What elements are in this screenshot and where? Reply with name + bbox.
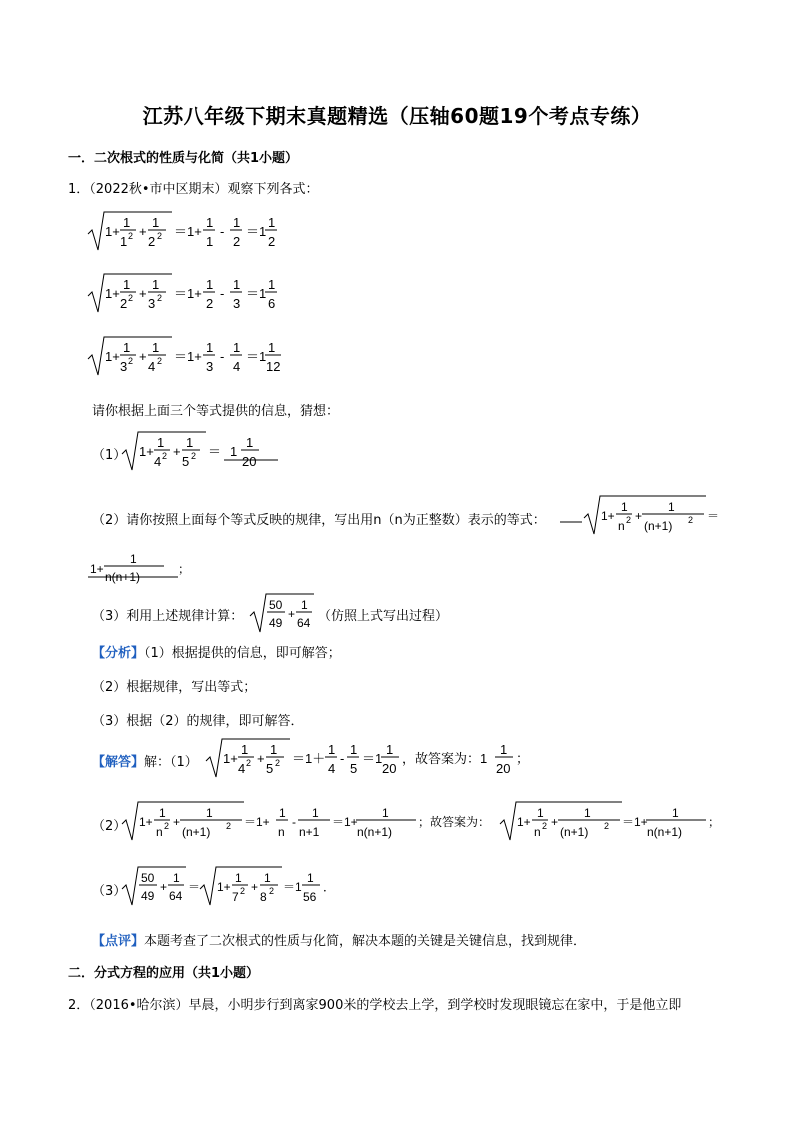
svg-text:1: 1: [159, 806, 166, 820]
svg-text:＝: ＝: [707, 509, 720, 523]
svg-text:5: 5: [182, 454, 190, 469]
svg-text:4: 4: [233, 359, 241, 374]
svg-text:1: 1: [382, 806, 389, 820]
svg-text:1: 1: [130, 552, 137, 566]
svg-text:1: 1: [233, 277, 241, 292]
svg-text:2: 2: [157, 356, 163, 366]
svg-text:1: 1: [152, 340, 160, 355]
svg-text:1: 1: [279, 806, 286, 820]
svg-text:n(n+1): n(n+1): [647, 825, 683, 839]
svg-text:50: 50: [269, 598, 283, 612]
svg-text:1: 1: [246, 435, 254, 450]
section-heading-1: 一．二次根式的性质与化简（共1小题）: [68, 151, 299, 166]
svg-text:+: +: [257, 751, 265, 766]
svg-text:3: 3: [120, 359, 128, 374]
svg-text:1: 1: [235, 871, 242, 885]
svg-text:n(n+1): n(n+1): [105, 570, 141, 584]
svg-text:+: +: [160, 880, 168, 894]
svg-text:＝1+: ＝1+: [332, 815, 358, 829]
svg-text:1: 1: [350, 742, 358, 757]
svg-text:1: 1: [268, 277, 276, 292]
svg-text:1: 1: [264, 871, 271, 885]
svg-text:2: 2: [191, 451, 197, 461]
part-2-label: （2）请你按照上面每个等式反映的规律，写出用n（n为正整数）表示的等式：: [92, 513, 546, 528]
svg-text:(n+1): (n+1): [644, 519, 673, 533]
svg-text:1: 1: [173, 871, 180, 885]
svg-text:1: 1: [206, 215, 214, 230]
svg-text:＝: ＝: [188, 880, 201, 894]
svg-text:2: 2: [157, 231, 163, 241]
svg-text:n: n: [278, 825, 285, 839]
question-1-intro: 1．（2022秋•市中区期末）观察下列各式：: [68, 182, 319, 197]
svg-text:2: 2: [148, 234, 156, 249]
svg-text:；故答案为：: ；故答案为：: [418, 815, 491, 829]
svg-text:＝1+: ＝1+: [622, 815, 648, 829]
svg-text:2: 2: [128, 231, 134, 241]
svg-text:2: 2: [226, 821, 232, 831]
svg-text:1: 1: [584, 806, 591, 820]
svg-text:＝1: ＝1: [246, 286, 267, 301]
svg-text:56: 56: [303, 890, 317, 904]
svg-text:1: 1: [152, 277, 160, 292]
svg-text:．: ．: [323, 880, 336, 894]
svg-text:+: +: [173, 444, 181, 459]
svg-text:3: 3: [233, 296, 241, 311]
svg-text:1: 1: [386, 742, 394, 757]
svg-text:1+: 1+: [105, 224, 120, 239]
svg-text:＝1+: ＝1+: [174, 224, 202, 239]
svg-text:1: 1: [500, 742, 508, 757]
svg-text:2: 2: [626, 515, 632, 525]
svg-text:4: 4: [328, 761, 336, 776]
svg-text:1: 1: [270, 742, 278, 757]
svg-text:1+: 1+: [139, 815, 153, 829]
svg-text:1: 1: [307, 871, 314, 885]
svg-text:5: 5: [266, 761, 274, 776]
question-1-prompt: 请你根据上面三个等式提供的信息，猜想：: [92, 404, 340, 419]
answer-tag: 【解答】: [92, 755, 145, 770]
answer-intro: 解：（1）: [144, 755, 198, 770]
answer-2-expression: [120, 798, 725, 846]
svg-text:1+: 1+: [90, 562, 104, 576]
svg-text:7: 7: [232, 890, 239, 904]
svg-text:1: 1: [157, 435, 165, 450]
svg-text:+: +: [551, 815, 559, 829]
svg-text:+: +: [173, 815, 181, 829]
svg-text:50: 50: [141, 871, 155, 885]
svg-text:1+: 1+: [139, 444, 154, 459]
svg-text:＝1: ＝1: [246, 349, 267, 364]
comment-text: 本题考查了二次根式的性质与化简，解决本题的关键是关键信息，找到规律．: [144, 934, 587, 949]
svg-text:1: 1: [621, 500, 628, 514]
svg-text:2: 2: [128, 293, 134, 303]
svg-text:＝1+: ＝1+: [174, 349, 202, 364]
part-3-expression: [248, 590, 318, 636]
equation-3: [86, 333, 296, 379]
part-3-note: （仿照上式写出过程）: [318, 609, 449, 624]
analysis-line-3: （3）根据（2）的规律，即可解答．: [92, 714, 304, 729]
comment-tag: 【点评】: [92, 934, 145, 949]
svg-text:＝: ＝: [208, 444, 222, 459]
svg-text:1: 1: [233, 215, 241, 230]
svg-text:12: 12: [266, 359, 281, 374]
svg-text:1+: 1+: [517, 815, 531, 829]
equation-1: [86, 208, 286, 254]
svg-text:2: 2: [157, 293, 163, 303]
svg-text:；: ；: [178, 562, 191, 576]
svg-text:＝1: ＝1: [246, 224, 267, 239]
svg-text:2: 2: [688, 515, 694, 525]
svg-text:1: 1: [268, 215, 276, 230]
svg-text:3: 3: [206, 359, 214, 374]
svg-text:-: -: [220, 224, 225, 239]
svg-text:+: +: [139, 349, 147, 364]
svg-text:1: 1: [233, 340, 241, 355]
svg-text:2: 2: [268, 234, 276, 249]
svg-text:20: 20: [242, 454, 257, 469]
svg-text:1: 1: [152, 215, 160, 230]
svg-text:4: 4: [154, 454, 162, 469]
svg-text:1: 1: [206, 234, 214, 249]
svg-text:；: ；: [516, 751, 530, 766]
part-1-label: （1）: [92, 448, 127, 463]
svg-text:2: 2: [275, 758, 281, 768]
section-heading-2: 二．分式方程的应用（共1小题）: [68, 966, 260, 981]
svg-text:(n+1): (n+1): [560, 825, 589, 839]
svg-text:1: 1: [312, 806, 319, 820]
svg-text:n: n: [534, 825, 541, 839]
svg-text:+: +: [288, 607, 296, 621]
svg-text:64: 64: [169, 889, 183, 903]
svg-text:＝1: ＝1: [283, 880, 302, 894]
page-title: 江苏八年级下期末真题精选（压轴60题19个考点专练）: [142, 104, 652, 128]
svg-text:3: 3: [148, 296, 156, 311]
part-1-expression: [120, 428, 290, 474]
svg-text:，故答案为：1: ，故答案为：1: [402, 751, 488, 766]
svg-text:＝1＋: ＝1＋: [292, 751, 326, 766]
svg-text:1: 1: [301, 598, 308, 612]
svg-text:8: 8: [260, 890, 267, 904]
svg-text:2: 2: [269, 886, 275, 896]
svg-text:2: 2: [233, 234, 241, 249]
svg-text:＝1+: ＝1+: [244, 815, 270, 829]
svg-text:n(n+1): n(n+1): [357, 825, 393, 839]
svg-text:1: 1: [206, 277, 214, 292]
answer-1-expression: [204, 735, 534, 781]
answer-2-label: （2）: [92, 819, 127, 834]
svg-text:-: -: [292, 815, 296, 829]
svg-text:1+: 1+: [105, 349, 120, 364]
svg-text:64: 64: [297, 616, 311, 630]
svg-text:+: +: [251, 880, 259, 894]
svg-text:1: 1: [206, 340, 214, 355]
svg-text:2: 2: [164, 821, 170, 831]
svg-text:1+: 1+: [217, 880, 231, 894]
analysis-line-1: （1）根据提供的信息，即可解答；: [144, 646, 341, 661]
svg-text:n: n: [156, 825, 163, 839]
svg-text:1: 1: [672, 806, 679, 820]
svg-text:1: 1: [123, 277, 131, 292]
analysis-line-2: （2）根据规律，写出等式；: [92, 680, 257, 695]
part-3-label: （3）利用上述规律计算：: [92, 609, 244, 624]
svg-text:1: 1: [123, 340, 131, 355]
svg-text:49: 49: [141, 889, 155, 903]
svg-text:20: 20: [382, 761, 397, 776]
svg-text:＝1: ＝1: [362, 751, 383, 766]
svg-text:n+1: n+1: [299, 825, 320, 839]
svg-text:2: 2: [162, 451, 168, 461]
svg-text:6: 6: [268, 296, 276, 311]
svg-text:1: 1: [230, 444, 238, 459]
svg-text:1+: 1+: [601, 509, 615, 523]
svg-text:1: 1: [668, 500, 675, 514]
svg-text:2: 2: [246, 758, 252, 768]
svg-text:5: 5: [350, 761, 358, 776]
answer-3-expression: [120, 863, 350, 911]
equation-2: [86, 270, 286, 316]
part-2-answer-continued: [88, 548, 198, 588]
svg-text:2: 2: [120, 296, 128, 311]
svg-text:2: 2: [240, 886, 246, 896]
svg-text:1: 1: [241, 742, 249, 757]
svg-text:2: 2: [604, 821, 610, 831]
svg-text:20: 20: [496, 761, 511, 776]
svg-text:1: 1: [123, 215, 131, 230]
svg-text:1: 1: [186, 435, 194, 450]
svg-text:1+: 1+: [105, 286, 120, 301]
svg-text:+: +: [635, 509, 643, 523]
svg-text:-: -: [340, 751, 345, 766]
svg-text:49: 49: [269, 616, 283, 630]
svg-text:2: 2: [206, 296, 214, 311]
svg-text:1: 1: [206, 806, 213, 820]
svg-text:n: n: [618, 519, 625, 533]
svg-text:-: -: [220, 349, 225, 364]
svg-text:+: +: [139, 224, 147, 239]
svg-text:1: 1: [537, 806, 544, 820]
answer-3-label: （3）: [92, 884, 127, 899]
svg-text:1: 1: [268, 340, 276, 355]
svg-text:1+: 1+: [223, 751, 238, 766]
svg-text:；: ；: [708, 815, 721, 829]
svg-text:(n+1): (n+1): [182, 825, 211, 839]
question-2-intro: 2．（2016•哈尔滨）早晨，小明步行到离家900米的学校去上学，到学校时发现眼镜忘在家中，于是他立即: [68, 998, 682, 1013]
svg-text:4: 4: [238, 761, 246, 776]
svg-text:+: +: [139, 286, 147, 301]
svg-text:1: 1: [328, 742, 336, 757]
svg-text:＝1+: ＝1+: [174, 286, 202, 301]
svg-text:1: 1: [120, 234, 128, 249]
svg-text:-: -: [220, 286, 225, 301]
analysis-tag: 【分析】: [92, 646, 145, 661]
part-2-answer: [560, 492, 720, 540]
svg-text:4: 4: [148, 359, 156, 374]
svg-text:2: 2: [128, 356, 134, 366]
svg-text:2: 2: [542, 821, 548, 831]
